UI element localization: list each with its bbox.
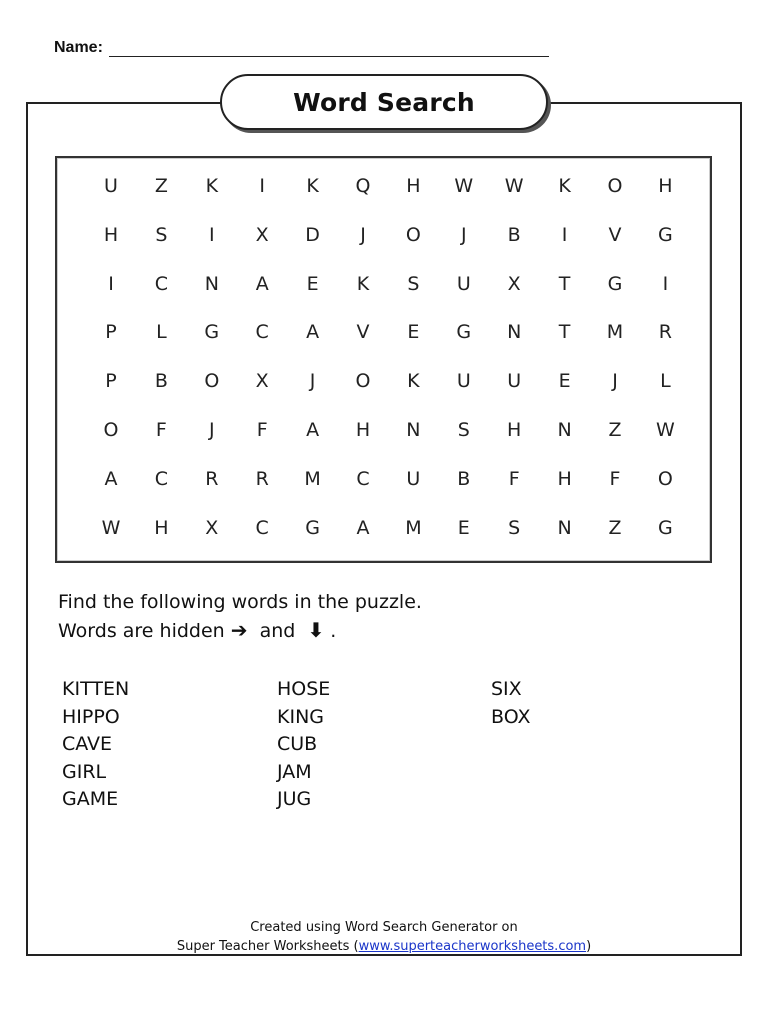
word-list-item: GAME <box>62 788 119 810</box>
grid-cell: V <box>608 223 622 246</box>
instructions-prefix: Words are hidden <box>58 620 225 642</box>
grid-cell: U <box>104 175 118 197</box>
grid-cell: O <box>607 175 623 197</box>
grid-cell: K <box>407 370 420 393</box>
grid-cell: H <box>355 419 371 441</box>
grid-cell: X <box>255 370 269 393</box>
grid-cell: A <box>104 467 118 490</box>
grid-cell: X <box>507 272 521 295</box>
footer-prefix: Super Teacher Worksheets ( <box>176 939 359 954</box>
grid-cell: X <box>205 516 219 539</box>
grid-cell: U <box>456 272 471 295</box>
grid-cell: G <box>456 321 472 344</box>
grid-cell: P <box>105 370 117 393</box>
grid-row <box>86 504 690 553</box>
grid-cell: H <box>658 175 673 197</box>
word-list-item: KITTEN <box>62 678 130 700</box>
word-list-column-3 <box>491 676 530 731</box>
grid-cell: O <box>657 467 673 490</box>
grid-cell: I <box>561 223 568 246</box>
grid-cell: I <box>108 272 114 295</box>
grid-cell: B <box>457 467 471 490</box>
grid-cell: T <box>558 272 571 295</box>
grid-cell: C <box>255 321 269 344</box>
grid-cell: J <box>208 419 215 441</box>
grid-cell: G <box>204 321 220 344</box>
grid-cell: J <box>360 223 366 246</box>
grid-cell: E <box>407 321 420 344</box>
grid-cell: C <box>154 272 169 295</box>
grid-cell: Z <box>154 175 168 197</box>
grid-cell: M <box>304 467 321 490</box>
grid-row <box>86 308 690 357</box>
footer-suffix: ) <box>586 939 592 954</box>
grid-cell: Z <box>608 419 622 441</box>
grid-cell: E <box>457 516 470 539</box>
grid-cell: J <box>612 370 618 393</box>
grid-cell: R <box>205 467 219 490</box>
word-list-column-2 <box>277 676 330 814</box>
grid-cell: E <box>306 272 319 295</box>
grid-cell: C <box>356 467 370 490</box>
grid-cell: N <box>557 516 572 539</box>
grid-row <box>86 162 690 211</box>
grid-cell: G <box>607 272 623 295</box>
grid-cell: F <box>256 419 268 441</box>
word-list-item: HOSE <box>277 678 331 700</box>
word-list-item: CUB <box>277 733 318 755</box>
grid-cell: W <box>504 175 524 197</box>
grid-cell: N <box>557 419 572 441</box>
grid-cell: V <box>356 321 370 344</box>
grid-cell: O <box>103 419 119 441</box>
footer <box>0 918 768 956</box>
grid-cell: U <box>406 467 421 490</box>
word-list-item: CAVE <box>62 733 113 755</box>
grid-cell: F <box>508 467 520 490</box>
word-list-item: SIX <box>491 678 522 700</box>
grid-cell: G <box>658 223 673 246</box>
letter-grid <box>86 162 690 554</box>
instructions-and: and <box>259 620 296 642</box>
word-list-item: KING <box>277 705 324 728</box>
grid-cell: N <box>406 419 421 441</box>
title-banner <box>220 74 548 130</box>
word-list-column-1 <box>62 676 129 814</box>
name-line[interactable] <box>109 38 549 57</box>
grid-row <box>86 357 690 406</box>
grid-cell: S <box>457 419 470 441</box>
grid-cell: K <box>306 175 319 197</box>
grid-cell: J <box>460 223 467 246</box>
word-list-item: HIPPO <box>62 705 120 728</box>
instructions <box>58 588 422 645</box>
word-list-item: JUG <box>277 788 312 810</box>
website-link[interactable]: www.superteacherworksheets.com <box>358 939 587 954</box>
grid-cell: S <box>508 516 521 539</box>
word-list-item: JAM <box>277 760 312 783</box>
word-list-item: GIRL <box>62 760 107 783</box>
instructions-line-2 <box>58 616 422 645</box>
grid-cell: K <box>205 175 219 197</box>
grid-cell: H <box>103 223 119 246</box>
grid-cell: R <box>255 467 269 490</box>
grid-cell: I <box>662 272 669 295</box>
grid-cell: O <box>405 223 421 246</box>
grid-cell: F <box>609 467 621 490</box>
footer-line-2 <box>0 937 768 956</box>
grid-cell: H <box>154 516 169 539</box>
grid-cell: H <box>557 467 572 490</box>
grid-cell: S <box>407 272 420 295</box>
arrow-down-icon: ⬇ <box>307 618 325 642</box>
grid-cell: P <box>105 321 117 344</box>
grid-cell: R <box>658 321 672 344</box>
grid-cell: E <box>558 370 571 393</box>
grid-cell: U <box>456 370 471 393</box>
arrow-right-icon: ➔ <box>230 618 248 642</box>
grid-cell: F <box>155 419 167 441</box>
footer-line-1: Created using Word Search Generator on <box>250 920 518 935</box>
grid-cell: H <box>406 175 421 197</box>
grid-cell: B <box>154 370 168 393</box>
grid-cell: W <box>655 419 675 441</box>
grid-cell: M <box>405 516 422 539</box>
instructions-suffix: . <box>330 620 337 642</box>
page-title: Word Search <box>293 87 475 117</box>
grid-cell: Z <box>608 516 622 539</box>
instructions-line-1: Find the following words in the puzzle. <box>58 591 422 613</box>
grid-cell: D <box>305 223 320 246</box>
name-field-row <box>54 38 549 57</box>
grid-cell: O <box>355 370 371 393</box>
grid-cell: W <box>101 516 121 539</box>
grid-cell: I <box>208 223 215 246</box>
grid-cell: C <box>154 467 169 490</box>
grid-cell: B <box>507 223 521 246</box>
grid-cell: L <box>660 370 671 393</box>
grid-cell: O <box>204 370 220 393</box>
grid-cell: T <box>558 321 571 344</box>
grid-cell: J <box>309 370 316 393</box>
grid-row <box>86 455 690 504</box>
grid-cell: H <box>507 419 522 441</box>
grid-cell: I <box>259 175 265 197</box>
grid-cell: W <box>454 175 474 197</box>
grid-cell: G <box>305 516 320 539</box>
word-list-item: BOX <box>491 705 531 728</box>
grid-row <box>86 211 690 260</box>
grid-cell: G <box>658 516 673 539</box>
grid-row <box>86 260 690 309</box>
grid-cell: S <box>155 223 168 246</box>
grid-cell: A <box>306 419 320 441</box>
grid-cell: K <box>558 175 571 197</box>
grid-cell: N <box>204 272 219 295</box>
grid-cell: A <box>306 321 320 344</box>
grid-cell: C <box>255 516 269 539</box>
grid-cell: N <box>507 321 522 344</box>
name-label: Name: <box>54 39 103 56</box>
grid-cell: L <box>156 321 167 344</box>
grid-cell: M <box>606 321 624 344</box>
grid-cell: A <box>255 272 269 295</box>
grid-row <box>86 406 690 455</box>
grid-cell: U <box>507 370 522 393</box>
grid-cell: X <box>255 223 269 246</box>
grid-cell: Q <box>355 175 371 197</box>
grid-cell: K <box>356 272 370 295</box>
grid-cell: A <box>356 516 370 539</box>
